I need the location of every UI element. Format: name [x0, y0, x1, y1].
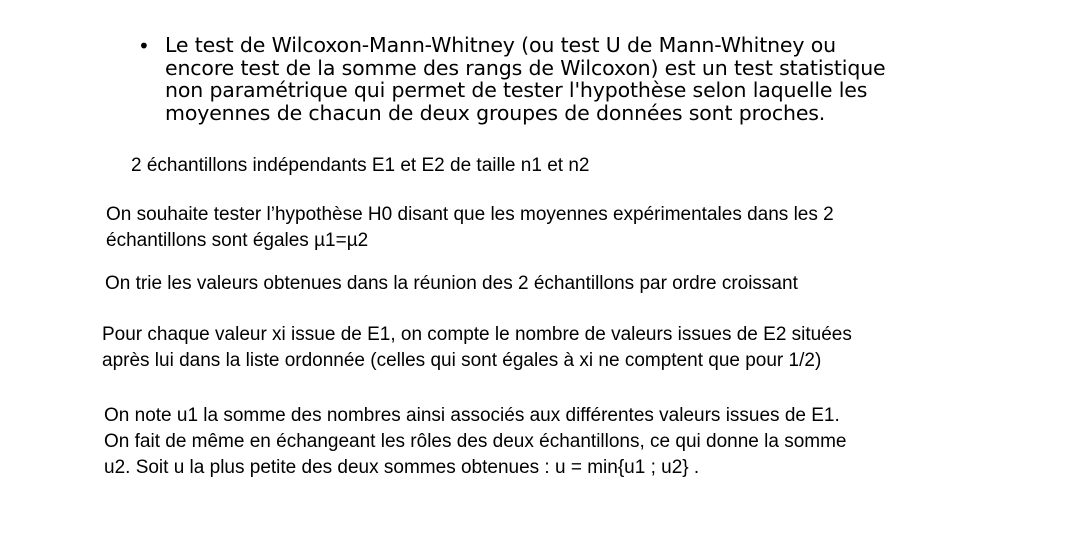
paragraph-sorting — [105, 271, 798, 297]
bullet-point — [138, 34, 938, 124]
bullet-line: Le test de Wilcoxon-Mann-Whitney (ou test U de Mann-Whitney ou — [165, 33, 836, 57]
bullet-line: moyennes de chacun de deux groupes de données sont proches. — [165, 100, 826, 125]
paragraph-line: 2 échantillons indépendants E1 et E2 de taille n1 et n2 — [131, 155, 590, 176]
paragraph-hypothesis — [106, 202, 834, 254]
paragraph-sum — [104, 403, 847, 481]
paragraph-line: u2. Soit u la plus petite des deux sommes obtenues : u = min{u1 ; u2} . — [104, 457, 700, 478]
paragraph-line: échantillons sont égales µ1=µ2 — [106, 230, 369, 251]
paragraph-counting — [102, 322, 852, 374]
paragraph-line: On souhaite tester l’hypothèse H0 disant que les moyennes expérimentales dans les 2 — [106, 204, 834, 225]
bullet-line: encore test de la somme des rangs de Wilcoxon) est un test statistique — [165, 55, 886, 80]
paragraph-line: Pour chaque valeur xi issue de E1, on compte le nombre de valeurs issues de E2 situées — [102, 324, 852, 345]
paragraph-line: On fait de même en échangeant les rôles des deux échantillons, ce qui donne la somme — [104, 431, 847, 452]
bullet-line: non paramétrique qui permet de tester l'hypothèse selon laquelle les — [165, 78, 868, 102]
paragraph-line: On note u1 la somme des nombres ainsi associés aux différentes valeurs issues de E1. — [104, 405, 840, 426]
paragraph-line: après lui dans la liste ordonnée (celles qui sont égales à xi ne comptent que pour 1/2) — [102, 350, 822, 371]
bullet-text — [165, 34, 935, 124]
paragraph-line: On trie les valeurs obtenues dans la réunion des 2 échantillons par ordre croissant — [105, 273, 798, 294]
paragraph-samples — [131, 153, 589, 179]
bullet-icon: • — [138, 34, 150, 58]
